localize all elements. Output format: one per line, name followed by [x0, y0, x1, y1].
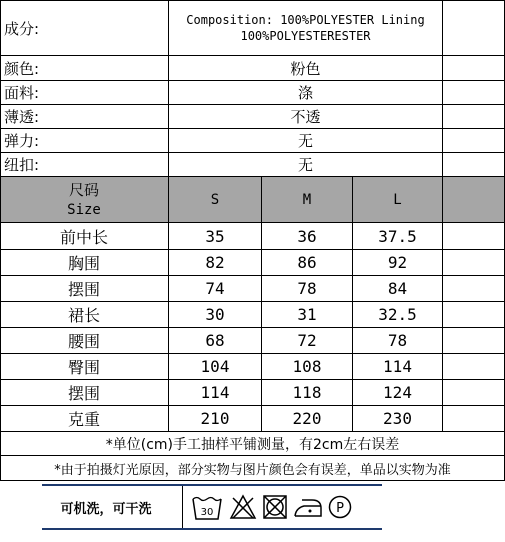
composition-line-2: 100%POLYESTERESTER: [240, 29, 371, 43]
no-tumble-dry-icon: [262, 494, 288, 520]
dryclean-letter: P: [336, 501, 344, 516]
row-value-s: 68: [205, 331, 225, 350]
row-value-s: 35: [205, 226, 225, 246]
row-value-l: 32.5: [378, 305, 417, 324]
row-value-m: 118: [292, 383, 322, 402]
row-name: 克重: [67, 410, 100, 429]
row-value-s: 210: [200, 409, 230, 428]
row-value-s: 104: [200, 357, 230, 376]
attr-value-color: 粉色: [290, 59, 321, 78]
attr-label-stretch: 弹力:: [4, 132, 40, 150]
attr-value-buttons: 无: [297, 156, 313, 174]
row-name: 摆围: [67, 384, 100, 403]
no-bleach-icon: [229, 494, 257, 520]
row-value-l: 92: [387, 253, 408, 272]
row-value-l: 124: [383, 383, 412, 402]
row-value-s: 82: [205, 253, 225, 272]
care-divider: [182, 486, 183, 528]
row-value-m: 36: [297, 226, 317, 246]
row-value-m: 108: [292, 357, 322, 376]
row-value-s: 30: [205, 305, 225, 324]
row-name: 腰围: [67, 332, 100, 351]
attr-label-sheerness: 薄透:: [4, 108, 40, 126]
row-value-m: 220: [292, 409, 322, 428]
row-value-l: 114: [383, 357, 412, 376]
row-name: 胸围: [67, 254, 100, 273]
row-value-m: 31: [297, 305, 317, 324]
row-name: 裙长: [67, 306, 100, 325]
row-value-m: 78: [297, 279, 317, 298]
care-label-box: [42, 484, 382, 530]
care-label-text: 可机洗，可干洗: [60, 501, 152, 517]
size-l-header: L: [393, 191, 402, 208]
iron-low-icon: [292, 494, 324, 520]
attr-label-composition: 成分:: [4, 19, 40, 38]
row-value-m: 72: [297, 331, 317, 350]
size-header-label: [0, 177, 168, 222]
attr-value-composition: [169, 1, 442, 55]
size-s-header: S: [210, 191, 220, 208]
row-value-s: 114: [200, 383, 230, 402]
attr-value-sheerness: 不透: [290, 108, 321, 126]
row-name: 前中长: [59, 227, 108, 247]
composition-line-1: Composition: 100%POLYESTER Lining: [186, 13, 425, 27]
attr-label-buttons: 纽扣:: [4, 156, 40, 174]
row-name: 摆围: [67, 280, 100, 299]
attr-value-stretch: 无: [297, 132, 313, 150]
size-label-en: Size: [67, 201, 101, 218]
wash-temp: 30: [200, 507, 214, 518]
row-value-l: 78: [387, 331, 408, 350]
dry-clean-p-icon: [327, 494, 353, 520]
row-value-s: 74: [205, 279, 225, 298]
row-value-l: 230: [383, 409, 412, 428]
note-measurement: *单位(cm)手工抽样平铺测量，有2cm左右误差: [105, 436, 400, 453]
attr-label-color: 颜色:: [4, 59, 40, 78]
size-m-header: M: [302, 191, 312, 208]
wash-30-icon: [192, 495, 222, 521]
attr-label-fabric: 面料:: [4, 84, 40, 102]
row-value-l: 84: [387, 279, 408, 298]
size-label-cn: 尺码: [68, 180, 99, 199]
row-name: 臀围: [67, 358, 100, 377]
row-value-l: 37.5: [378, 226, 417, 246]
attr-value-fabric: 涤: [297, 84, 313, 102]
row-value-m: 86: [297, 253, 317, 272]
note-color: *由于拍摄灯光原因，部分实物与图片颜色会有误差，单品以实物为准: [54, 462, 451, 478]
